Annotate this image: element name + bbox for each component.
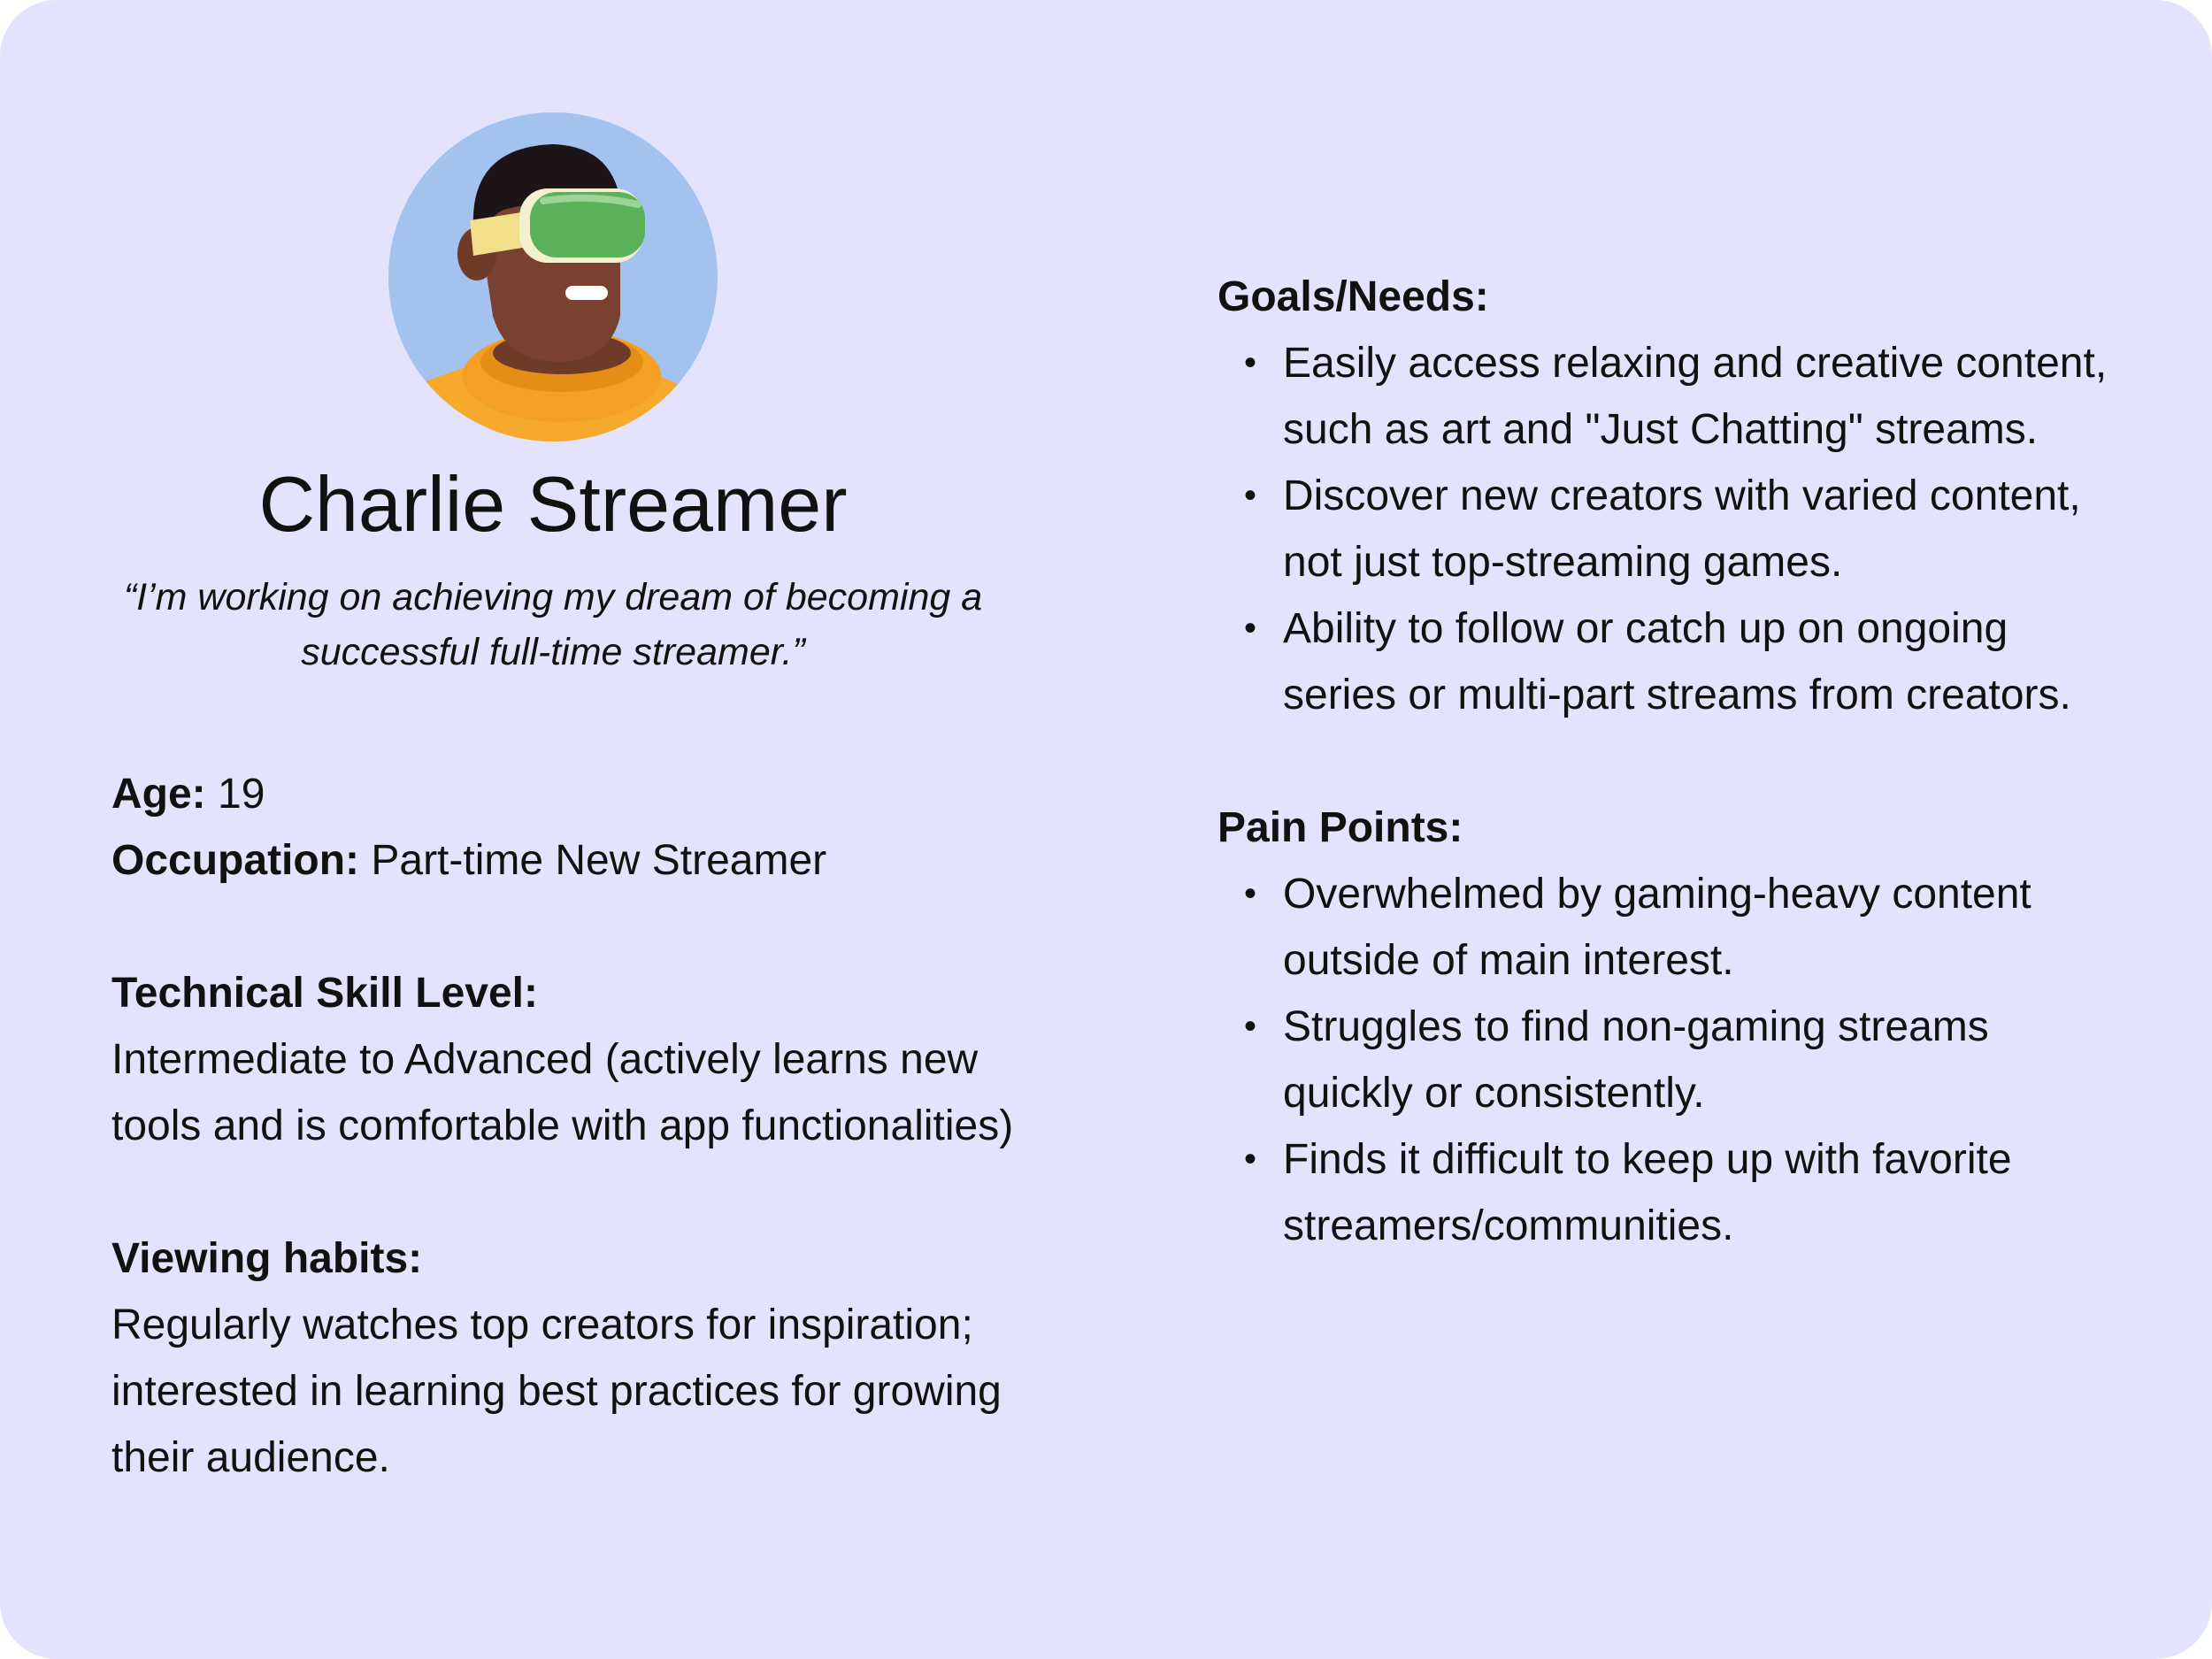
habits-label: Viewing habits: — [111, 1235, 423, 1282]
age-row — [111, 761, 1014, 827]
goal-text: Ability to follow or catch up on ongoing series or multi-part streams from creators. — [1283, 605, 2071, 718]
occupation-value: Part-time New Streamer — [371, 837, 827, 884]
persona-quote: “I’m working on achieving my dream of becoming a successful full-time streamer.” — [123, 576, 983, 673]
list-item — [1217, 1126, 2129, 1259]
bullet-icon: • — [1244, 1140, 1257, 1179]
needs-column — [1217, 264, 2129, 1259]
goals-list — [1217, 330, 2129, 728]
list-item — [1217, 595, 2129, 728]
skill-value: Intermediate to Advanced (actively learns new tools and is comfortable with app functionalities) — [111, 1036, 1014, 1149]
goal-text: Discover new creators with varied content, not just top-streaming games. — [1283, 472, 2081, 586]
persona-name: Charlie Streamer — [258, 460, 848, 548]
list-item — [1217, 861, 2129, 994]
pain-point-text: Finds it difficult to keep up with favorite streamers/communities. — [1283, 1136, 2012, 1249]
avatar — [388, 112, 718, 442]
habits-value: Regularly watches top creators for inspiration; interested in learning best practices for growing their audience. — [111, 1302, 1002, 1481]
details-column — [111, 761, 1014, 1491]
goals-title: Goals/Needs: — [1217, 273, 1489, 320]
bullet-icon: • — [1244, 609, 1257, 648]
spacer — [1217, 728, 2129, 795]
list-item — [1217, 994, 2129, 1126]
vr-headset-person-avatar-icon — [388, 112, 718, 442]
bullet-icon: • — [1244, 476, 1257, 515]
spacer — [111, 894, 1014, 960]
age-label: Age: — [111, 771, 206, 818]
skill-label: Technical Skill Level: — [111, 970, 538, 1017]
spacer — [111, 1159, 1014, 1225]
goal-text: Easily access relaxing and creative content, such as art and "Just Chatting" streams. — [1283, 340, 2108, 453]
pain-points-list — [1217, 861, 2129, 1259]
occupation-row — [111, 827, 1014, 894]
bullet-icon: • — [1244, 874, 1257, 913]
occupation-label: Occupation: — [111, 837, 360, 884]
list-item — [1217, 463, 2129, 595]
age-value: 19 — [218, 771, 265, 818]
pain-point-text: Overwhelmed by gaming-heavy content outside of main interest. — [1283, 871, 2032, 984]
bullet-icon: • — [1244, 343, 1257, 382]
bullet-icon: • — [1244, 1007, 1257, 1046]
list-item — [1217, 330, 2129, 463]
pain-points-title: Pain Points: — [1217, 804, 1463, 851]
pain-point-text: Struggles to find non-gaming streams quickly or consistently. — [1283, 1003, 1989, 1117]
